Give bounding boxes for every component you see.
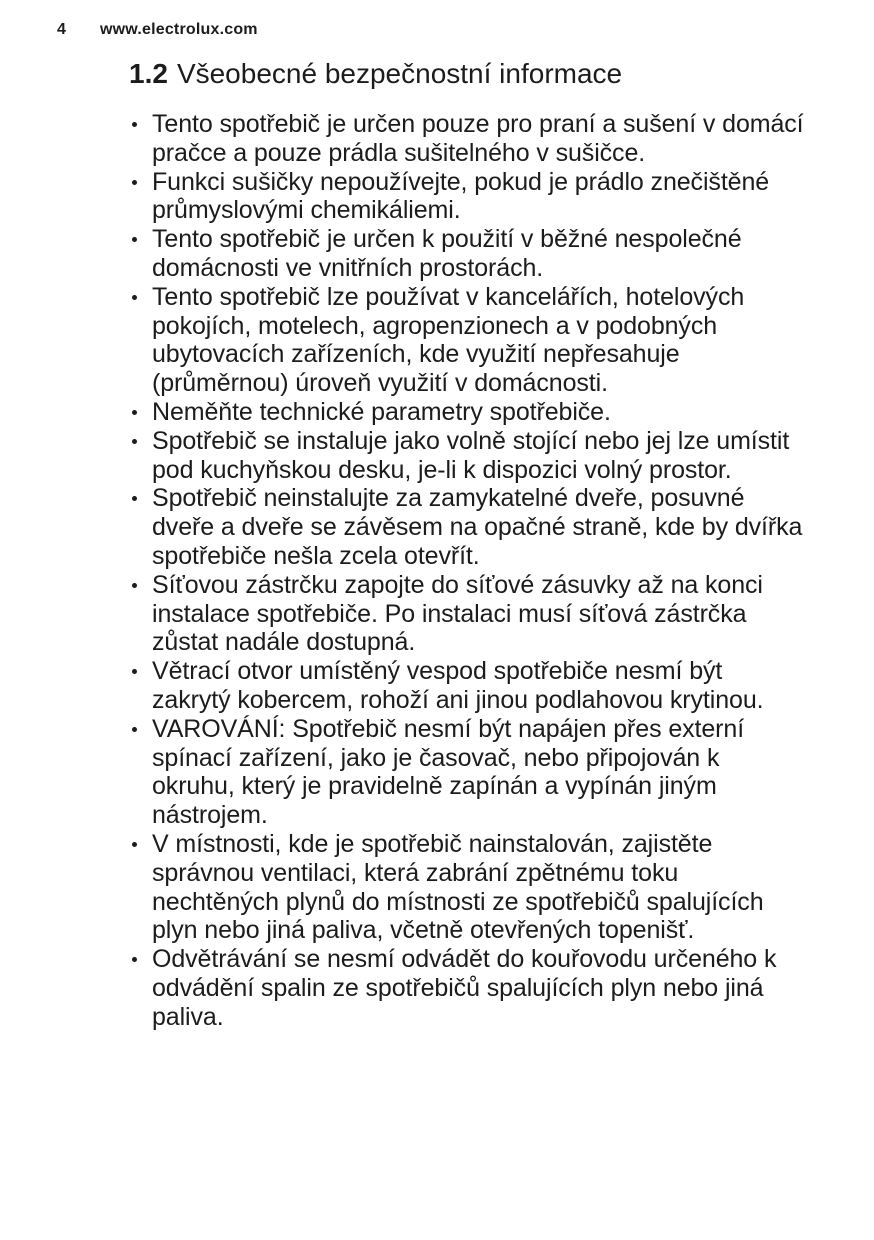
bullet-item: Neměňte technické parametry spotřebiče. (129, 398, 805, 427)
page-number: 4 (57, 21, 67, 38)
bullet-item: Odvětrávání se nesmí odvádět do kouřovodu určeného k odvádění spalin ze spotřebičů spalujících plyn nebo jiná paliva. (129, 945, 805, 1031)
safety-bullet-list (129, 110, 805, 1032)
bullet-item: Spotřebič neinstalujte za zamykatelné dveře, posuvné dveře a dveře se závěsem na opačné straně, kde by dvířka spotřebiče nešla zcela otevřít. (129, 484, 805, 570)
bullet-item: Tento spotřebič lze používat v kancelářích, hotelových pokojích, motelech, agropenzionech a v podobných ubytovacích zařízeních, kde využití nepřesahuje (průměrnou) úroveň využití v domácnosti. (129, 283, 805, 398)
bullet-item: Spotřebič se instaluje jako volně stojící nebo jej lze umístit pod kuchyňskou desku, je-li k dispozici volný prostor. (129, 427, 805, 485)
bullet-item: Síťovou zástrčku zapojte do síťové zásuvky až na konci instalace spotřebiče. Po instalaci musí síťová zástrčka zůstat nadále dostupná. (129, 571, 805, 657)
section-number: 1.2 (129, 58, 168, 89)
manual-content (129, 58, 829, 1032)
bullet-item: Větrací otvor umístěný vespod spotřebiče nesmí být zakrytý kobercem, rohoží ani jinou podlahovou krytinou. (129, 657, 805, 715)
page-header (57, 21, 258, 39)
section-title: Všeobecné bezpečnostní informace (176, 58, 623, 89)
bullet-item: Tento spotřebič je určen pouze pro praní a sušení v domácí pračce a pouze prádla sušitelného v sušičce. (129, 110, 805, 168)
bullet-item: VAROVÁNÍ: Spotřebič nesmí být napájen přes externí spínací zařízení, jako je časovač, nebo připojován k okruhu, který je pravidelně zapínán a vypínán jiným nástrojem. (129, 715, 805, 830)
header-url: www.electrolux.com (100, 21, 258, 38)
bullet-item: Funkci sušičky nepoužívejte, pokud je prádlo znečištěné průmyslovými chemikáliemi. (129, 168, 805, 226)
section-heading (129, 58, 829, 89)
bullet-item: Tento spotřebič je určen k použití v běžné nespolečné domácnosti ve vnitřních prostorách. (129, 225, 805, 283)
bullet-item: V místnosti, kde je spotřebič nainstalován, zajistěte správnou ventilaci, která zabrání zpětnému toku nechtěných plynů do místnosti ze spotřebičů spalujících plyn nebo jiná paliva, včetně otevřených topenišť. (129, 830, 805, 945)
